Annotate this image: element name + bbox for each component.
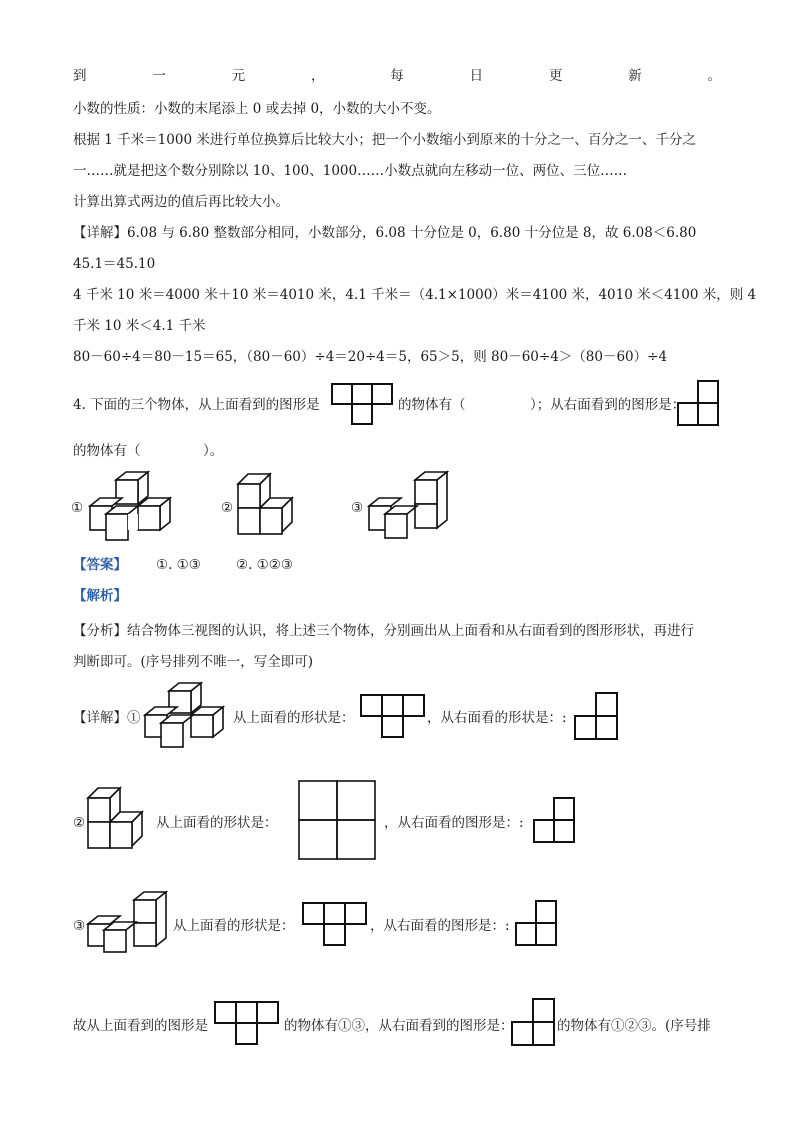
row1-top-view-icon [360, 694, 426, 738]
detail-tag: 【详解】 [73, 710, 127, 726]
text-line-9: 80－60÷4＝80－15＝65，（80－60）÷4＝20÷4＝5，65＞5，则 80－60÷4＞（80－60）÷4 [73, 349, 668, 365]
header-char: 一 [152, 68, 166, 84]
text-line-8: 千米 10 米＜4.1 千米 [73, 318, 206, 334]
row1-right-view-icon [574, 692, 618, 740]
q4-part5: ）。 [203, 443, 224, 459]
text-line-4: 计算出算式两边的值后再比较大小。 [73, 194, 289, 210]
row2-top-text: 从上面看的形状是： [156, 815, 278, 831]
row2-right-text: ，从右面看的图形是：: [384, 815, 524, 831]
row3-num: ③ [73, 918, 86, 934]
fenxi-text: 结合物体三视图的认识，将上述三个物体，分别画出从上面看和从右面看到的图形形状，再进行 [127, 623, 694, 639]
answer-1: ①. ①③ [156, 557, 201, 573]
figure-label-3: ③ [351, 500, 364, 516]
header-char: 更 [548, 68, 563, 84]
header-char: 日 [469, 68, 484, 84]
row1-top-text: 从上面看的形状是： [233, 710, 355, 726]
q4-part3: ）；从右面看到的图形是： [530, 397, 686, 413]
header-char: 。 [707, 68, 721, 84]
top-view-t-shape-icon [331, 383, 393, 425]
header-line [73, 66, 721, 86]
cube-figure-2-icon [234, 470, 304, 544]
header-char: ， [310, 68, 325, 84]
text-line-7: 4 千米 10 米＝4000 米＋10 米＝4010 米，4.1 千米＝（4.1×1000）米＝4100 米，4010 米＜4100 米，则 4 [73, 287, 757, 303]
final-part1: 故从上面看到的图形是 [73, 1018, 208, 1034]
row2-top-view-icon [298, 780, 376, 860]
detail-text: 6.08 与 6.80 整数部分相同，小数部分，6.08 十分位是 0，6.80 十分位是 8，故 6.08＜6.80 [127, 225, 697, 241]
q4-part1: 4. 下面的三个物体，从上面看到的图形是 [73, 397, 320, 413]
text-line-2: 根据 1 千米＝1000 米进行单位换算后比较大小；把一个小数缩小到原来的十分之一、百分之一、千分之 [73, 132, 696, 148]
header-char: 新 [628, 68, 642, 84]
final-part2: 的物体有①③，从右面看到的图形是： [284, 1018, 514, 1034]
header-char: 到 [73, 68, 87, 84]
analysis-tag: 【解析】 [73, 588, 127, 604]
row3-right-view-icon [515, 900, 557, 946]
text-line-1: 小数的性质：小数的末尾添上 0 或去掉 0，小数的大小不变。 [73, 101, 441, 117]
text-line-6: 45.1＝45.10 [73, 256, 156, 272]
row-num: ① [127, 710, 141, 726]
row3-right-text: ，从右面看的图形是：: [370, 918, 510, 934]
detail-tag: 【详解】 [73, 225, 127, 241]
q4-part4: 的物体有（ [73, 443, 141, 459]
fenxi-line-2: 判断即可。(序号排列不唯一，写全即可) [73, 654, 314, 670]
final-right-view-icon [511, 998, 555, 1046]
header-char: 每 [390, 68, 404, 84]
row1-right-text: ，从右面看的形状是：: [427, 710, 567, 726]
q4-part2: 的物体有（ [398, 397, 466, 413]
figure-label-2: ② [221, 500, 234, 516]
row2-num: ② [73, 815, 86, 831]
detail-row-1 [73, 708, 141, 728]
answer-tag: 【答案】 [73, 557, 127, 573]
text-line-3: 一……就是把这个数分别除以 10、100、1000……小数点就向左移动一位、两位、三位…… [73, 163, 628, 179]
figure-label-1: ① [71, 500, 84, 516]
cube-figure-3-icon [365, 470, 449, 544]
header-char: 元 [231, 68, 246, 84]
cube-figure-1-icon [86, 470, 178, 544]
row3-top-text: 从上面看的形状是： [173, 918, 295, 934]
detail-cube-3-icon [86, 890, 168, 956]
detail-cube-1-icon [143, 683, 233, 749]
row2-right-view-icon [533, 797, 575, 843]
fenxi-line-1 [73, 621, 694, 641]
row3-top-view-icon [302, 902, 368, 946]
text-line-5 [73, 223, 696, 243]
right-view-l-shape-icon [677, 380, 719, 426]
final-part3: 的物体有①②③。(序号排 [557, 1018, 711, 1034]
final-top-view-icon [214, 1001, 280, 1045]
fenxi-tag: 【分析】 [73, 623, 127, 639]
answer-2: ②. ①②③ [236, 557, 293, 573]
detail-cube-2-icon [86, 784, 156, 856]
